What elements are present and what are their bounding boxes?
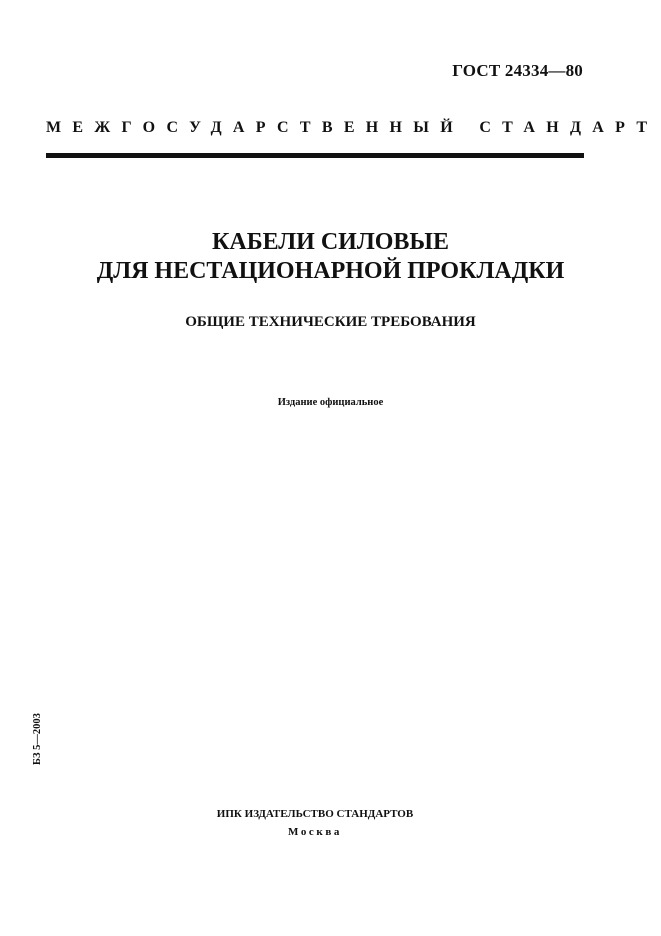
- edition-label: Издание официальное: [277, 397, 384, 408]
- document-subtitle: ОБЩИЕ ТЕХНИЧЕСКИЕ ТРЕБОВАНИЯ: [185, 314, 476, 330]
- title-line-2: ДЛЯ НЕСТАЦИОНАРНОЙ ПРОКЛАДКИ: [96, 258, 565, 284]
- title-line-1: КАБЕЛИ СИЛОВЫЕ: [212, 229, 449, 255]
- side-code: БЗ 5—2003: [32, 713, 43, 765]
- document-number: ГОСТ 24334—80: [452, 61, 583, 80]
- publisher-city: Москва: [288, 826, 342, 838]
- publisher-name: ИПК ИЗДАТЕЛЬСТВО СТАНДАРТОВ: [216, 808, 414, 820]
- heading-divider: [46, 153, 584, 158]
- standard-type-heading: МЕЖГОСУДАРСТВЕННЫЙ СТАНДАРТ: [46, 119, 659, 136]
- document-title: [0, 228, 661, 286]
